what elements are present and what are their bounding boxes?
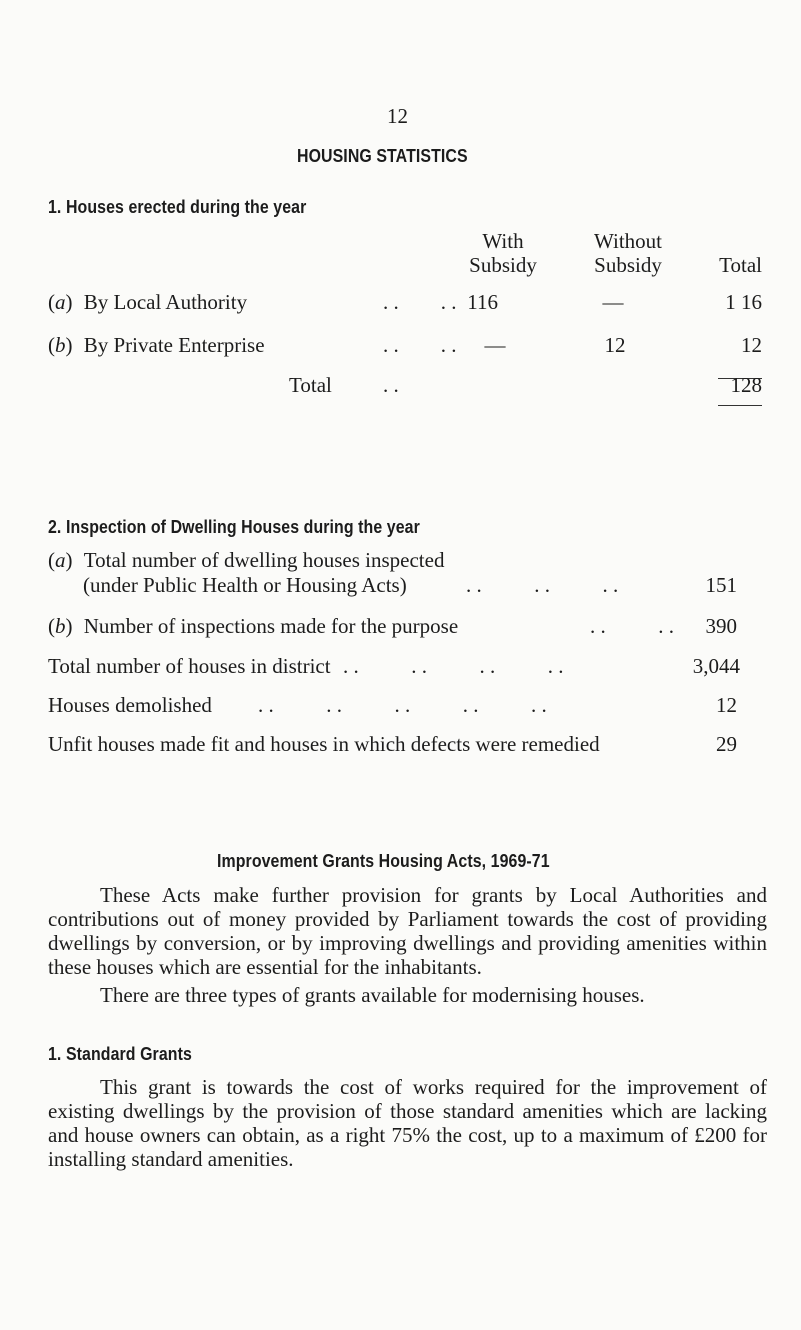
item-label: Number of inspections made for the purpose xyxy=(83,614,459,638)
item-value: 151 xyxy=(705,573,737,597)
item-leaders: . . . . . . . . . . xyxy=(258,693,547,717)
col-with-subsidy-line2: Subsidy xyxy=(469,253,537,277)
col-without-subsidy-line2: Subsidy xyxy=(594,253,662,277)
row-total: 1 16 xyxy=(725,290,762,314)
list-item: (a) Total number of dwelling houses inspected xyxy=(48,548,445,572)
row-letter: b xyxy=(55,333,66,357)
col-total: Total xyxy=(719,253,762,277)
item-value: 29 xyxy=(716,732,737,756)
item-value: 3,044 xyxy=(692,654,740,678)
row-total: 12 xyxy=(741,333,762,357)
col-with-subsidy-line1: With xyxy=(482,229,524,253)
row-without-subsidy: 12 xyxy=(604,333,626,357)
item-value: 390 xyxy=(705,614,737,638)
row-with-subsidy: 116 xyxy=(467,290,498,314)
section1-heading: 1. Houses erected during the year xyxy=(48,196,307,217)
row-letter: a xyxy=(55,290,66,314)
row-leaders: . . . . xyxy=(383,290,457,314)
row-leaders: . . . . xyxy=(383,333,457,357)
page-number: 12 xyxy=(387,104,408,128)
section2-heading: 2. Inspection of Dwelling Houses during the year xyxy=(48,516,420,537)
section3-heading: Improvement Grants Housing Acts, 1969-71 xyxy=(217,850,550,871)
item-label-line2: (under Public Health or Housing Acts) xyxy=(83,573,407,597)
item-leaders: . . . . . . . . xyxy=(343,654,564,678)
item-leaders: . . . . xyxy=(590,614,674,638)
item-letter: a xyxy=(55,548,66,572)
paragraph-acts: These Acts make further provision for grants by Local Authorities and contributions out of money provided by Parliament towards the cost of providing dwellings by conversion, or by improving dwellings and providing amenities within these houses which are essential for the inhabitants. xyxy=(48,883,767,979)
col-without-subsidy-line1: Without xyxy=(594,229,662,253)
item-leaders: . . . . . . xyxy=(466,573,619,597)
total-value: 128 xyxy=(730,373,762,397)
row-label: By Private Enterprise xyxy=(83,333,265,357)
item-label: Unfit houses made fit and houses in which defects were remedied xyxy=(48,732,600,756)
row-with-subsidy: — xyxy=(484,333,506,357)
item-letter: b xyxy=(55,614,66,638)
total-leaders: . . xyxy=(383,373,399,397)
paragraph-standard-grants: This grant is towards the cost of works required for the improvement of existing dwellings by the provision of those standard amenities which are lacking and house owners can obtain, as a right 75% the cost, up to a maximum of £200 for installing standard amenities. xyxy=(48,1075,767,1171)
page-title: HOUSING STATISTICS xyxy=(297,145,468,166)
item-label: Total number of dwelling houses inspected xyxy=(83,548,445,572)
list-item: (b) Number of inspections made for the purpose xyxy=(48,614,459,638)
paragraph-types: There are three types of grants available for modernising houses. xyxy=(100,983,645,1007)
row-label: By Local Authority xyxy=(83,290,248,314)
row-without-subsidy: — xyxy=(602,290,624,314)
subheading-standard-grants: 1. Standard Grants xyxy=(48,1043,192,1064)
item-label: Houses demolished xyxy=(48,693,212,717)
total-label: Total xyxy=(289,373,332,397)
item-value: 12 xyxy=(716,693,737,717)
table-row: (b) By Private Enterprise xyxy=(48,333,265,357)
total-rule-bottom xyxy=(718,405,762,406)
table-row: (a) By Local Authority xyxy=(48,290,248,314)
item-label: Total number of houses in district xyxy=(48,654,331,678)
